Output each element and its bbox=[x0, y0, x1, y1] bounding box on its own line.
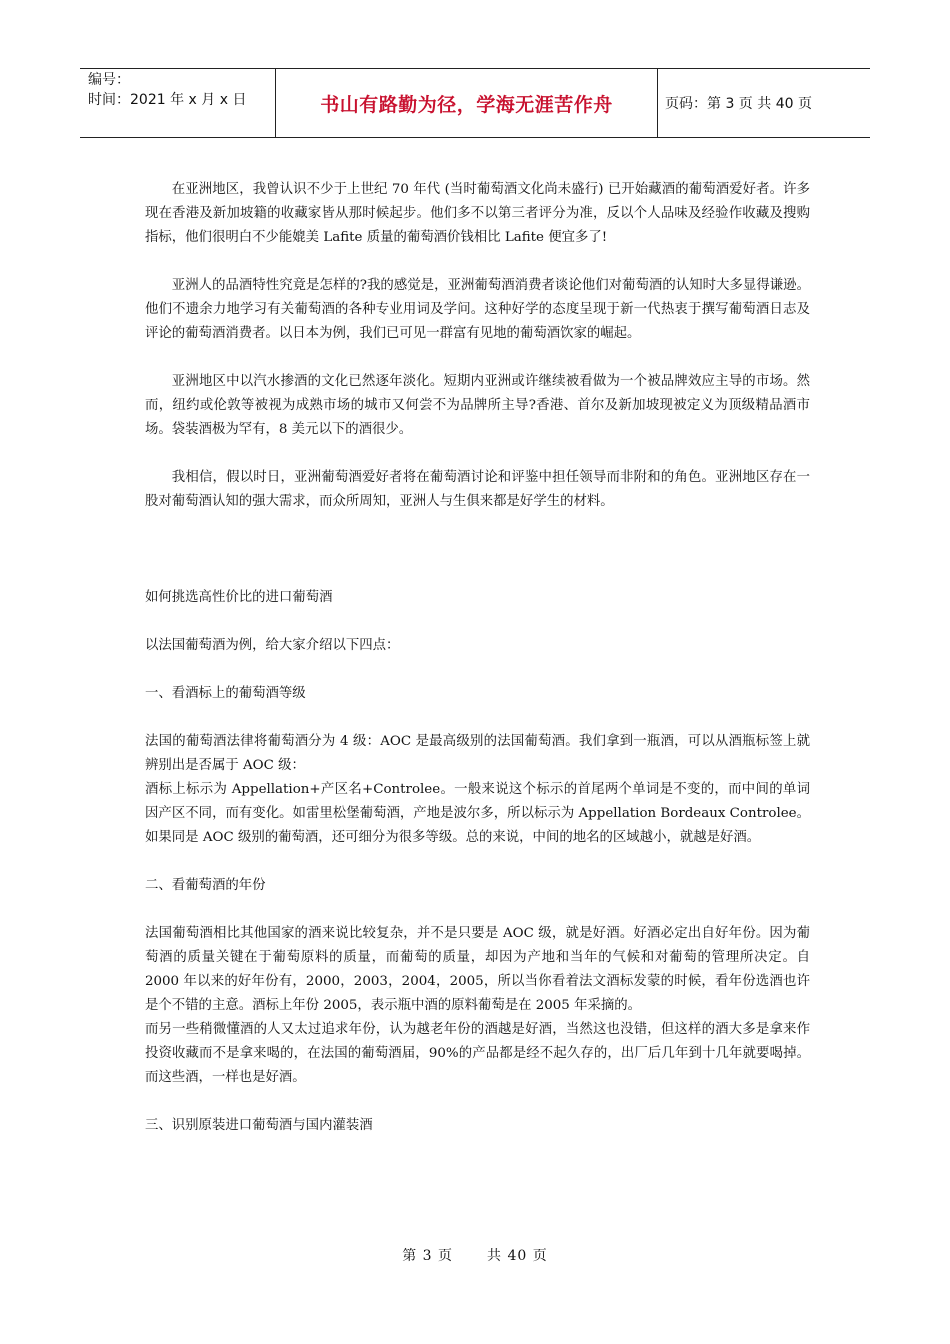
page-header bbox=[80, 68, 870, 138]
heading-vintage: 二、看葡萄酒的年份 bbox=[145, 878, 266, 893]
page-footer bbox=[0, 1245, 950, 1265]
header-meta bbox=[80, 69, 276, 137]
footer-page-current: 第 3 页 bbox=[402, 1248, 454, 1264]
paragraph-vintage: 法国葡萄酒相比其他国家的酒来说比较复杂，并不是只要是 AOC 级，就是好酒。好酒必定出自好年份。因为葡萄酒的质量关键在于葡萄原料的质量，而葡萄的质量，却因为产地和当年的气候和对葡萄的管理所决定。自 2000 年以来的好年份有，2000，2003，2004，2005，所以当你看着法文酒标发蒙的时候，看年份选酒也许是个不错的主意。酒标上年份 2005，表示瓶中酒的原料葡萄是在 2005 年采摘的。 bbox=[145, 926, 810, 1013]
document-date: 时间：2021 年 x 月 x 日 bbox=[88, 92, 247, 108]
section-title: 如何挑选高性价比的进口葡萄酒 bbox=[145, 590, 333, 605]
header-motto: 书山有路勤为径，学海无涯苦作舟 bbox=[320, 93, 613, 116]
paragraph-collectors: 在亚洲地区，我曾认识不少于上世纪 70 年代 (当时葡萄酒文化尚未盛行) 已开始藏酒的葡萄酒爱好者。许多现在香港及新加坡籍的收藏家皆从那时候起步。他们多不以第三者评分为准，反以个人品味及经验作收藏及搜购指标，他们很明白不少能媲美 Lafite 质量的葡萄酒价钱相比 Lafite 便宜多了! bbox=[145, 182, 810, 245]
paragraph-grade-law: 法国的葡萄酒法律将葡萄酒分为 4 级：AOC 是最高级别的法国葡萄酒。我们拿到一瓶酒，可以从酒瓶标签上就辨别出是否属于 AOC 级： bbox=[145, 734, 810, 773]
header-page-info: 页码：第 3 页 共 40 页 bbox=[665, 96, 812, 112]
heading-grade: 一、看酒标上的葡萄酒等级 bbox=[145, 686, 306, 701]
paragraph-vintage-collectors: 而另一些稍微懂酒的人又太过追求年份，认为越老年份的酒越是好酒，当然这也没错，但这样的酒大多是拿来作投资收藏而不是拿来喝的，在法国的葡萄酒届，90%的产品都是经不起久存的，出厂后几年到十几年就要喝掉。而这些酒，一样也是好酒。 bbox=[145, 1022, 810, 1085]
paragraph-label-format: 酒标上标示为 Appellation+产区名+Controlee。一般来说这个标示的首尾两个单词是不变的，而中间的单词因产区不同，而有变化。如雷里松堡葡萄酒，产地是波尔多，所以标示为 Appellation Bordeaux Controlee。如果同是 AOC 级别的葡萄酒，还可细分为很多等级。总的来说，中间的地名的区域越小，就越是好酒。 bbox=[145, 782, 810, 845]
paragraph-tasting-traits: 亚洲人的品酒特性究竟是怎样的?我的感觉是，亚洲葡萄酒消费者谈论他们对葡萄酒的认知时大多显得谦逊。他们不遗余力地学习有关葡萄酒的各种专业用词及学问。这种好学的态度呈现于新一代热衷于撰写葡萄酒日志及评论的葡萄酒消费者。以日本为例，我们已可见一群富有见地的葡萄酒饮家的崛起。 bbox=[145, 278, 810, 341]
document-body bbox=[145, 178, 810, 1138]
document-number-label: 编号： bbox=[88, 72, 130, 88]
header-motto-cell bbox=[276, 69, 658, 137]
footer-page-total: 共 40 页 bbox=[487, 1248, 548, 1264]
paragraph-market: 亚洲地区中以汽水掺酒的文化已然逐年淡化。短期内亚洲或许继续被看做为一个被品牌效应主导的市场。然而，纽约或伦敦等被视为成熟市场的城市又何尝不为品牌所主导?香港、首尔及新加坡现被定义为顶级精品酒市场。袋装酒极为罕有，8 美元以下的酒很少。 bbox=[145, 374, 810, 437]
heading-import: 三、识别原装进口葡萄酒与国内灌装酒 bbox=[145, 1118, 373, 1133]
paragraph-outlook: 我相信，假以时日，亚洲葡萄酒爱好者将在葡萄酒讨论和评鉴中担任领导而非附和的角色。亚洲地区存在一股对葡萄酒认知的强大需求，而众所周知，亚洲人与生俱来都是好学生的材料。 bbox=[145, 470, 810, 509]
intro-line: 以法国葡萄酒为例，给大家介绍以下四点： bbox=[145, 638, 400, 653]
